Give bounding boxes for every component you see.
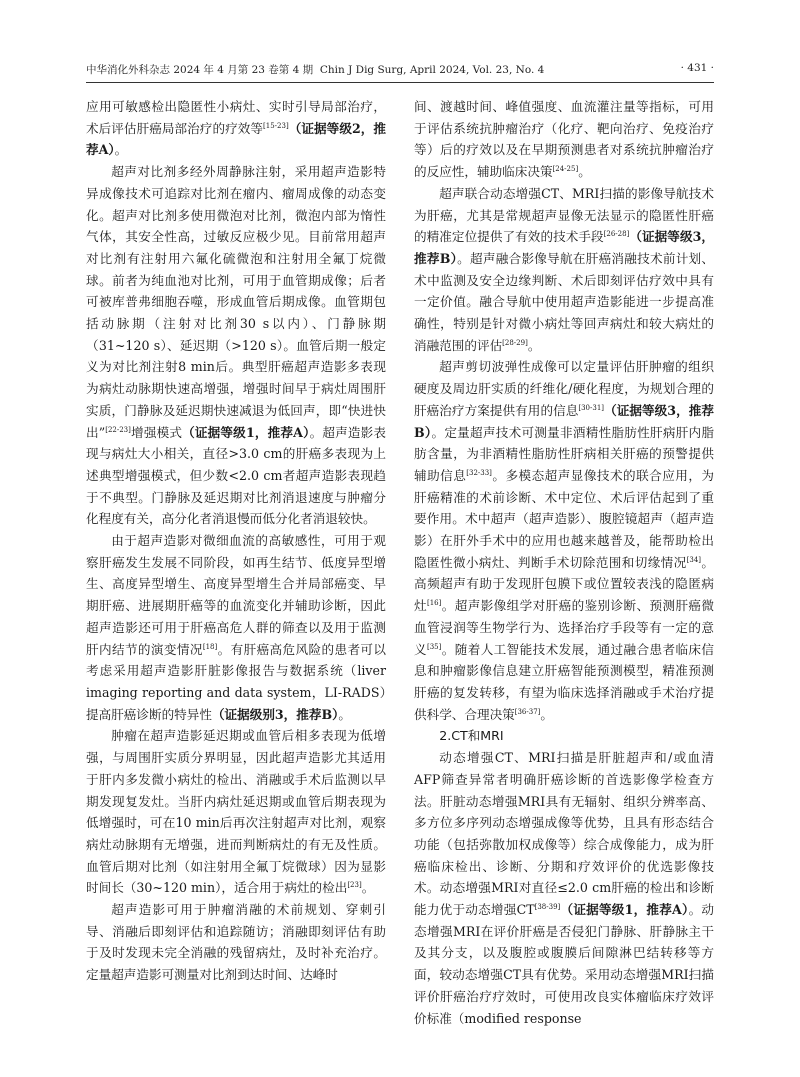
- text: 超声联合动态增强CT、MRI扫描的影像导航技术为肝癌，尤其是常规超声显像无法显示的隐匿性肝癌的精准定位提供了有效的技术手段: [414, 185, 714, 245]
- section-heading: 2.CT和MRI: [439, 728, 504, 744]
- paragraph: [86, 530, 386, 725]
- text: 。: [361, 880, 375, 896]
- citation: [18]: [202, 642, 218, 651]
- running-header: [86, 56, 714, 83]
- paragraph: [414, 747, 714, 1029]
- evidence-grade: （证据级别3，推荐B）: [211, 706, 339, 722]
- text: 超声对比剂多经外周静脉注射，采用超声造影特异成像技术可追踪对比剂在瘤内、瘤周成像的动态变化。超声对比剂多使用微泡对比剂，微泡内部为惰性气体，其安全性高，过敏反应极少见。目前常用超声对比剂有注射用六氟化硫微泡和注射用全氟丁烷微球。前者为纯血池对比剂，可用于血管期成像；后者可被库普弗细胞吞噬，形成血管后期成像。血管期包括动脉期（注射对比剂30 s以内）、门静脉期（31~120 s）、延迟期（>120 s）。血管后期一般定义为对比剂注射8 min后。典型肝癌超声造影多表现为病灶动脉期快速高增强，增强时间早于病灶周围肝实质，门静脉及延迟期快速减退为低回声，即“快进快出”: [86, 164, 386, 440]
- citation: [38-39]: [534, 903, 561, 912]
- text: 。有肝癌高危风险的患者可以考虑采用超声造影肝脏影像报告与数据系统（liver imaging reporting and data system，LI-RADS）提高肝癌诊断的特异性: [86, 641, 387, 722]
- paragraph: [414, 183, 714, 357]
- text: 肿瘤在超声造影延迟期或血管后相多表现为低增强，与周围肝实质分界明显，因此超声造影尤其适用于肝内多发微小病灶的检出、消融或手术后监测以早期发现复发灶。当肝内病灶延迟期或血管后期表现为低增强时，可在10 min后再次注射超声对比剂，观察病灶动脉期有无增强，进而判断病灶的有无及性质。血管后期对比剂（如注射用全氟丁烷微球）因为显影时间长（30~120 min），适合用于病灶的检出: [86, 728, 386, 896]
- citation: [16]: [426, 599, 442, 608]
- text: 。: [114, 142, 128, 158]
- paragraph: [86, 161, 386, 530]
- text: 动态增强CT、MRI扫描是肝脏超声和/或血清AFP筛查异常者明确肝癌诊断的首选影像学检查方法。肝脏动态增强MRI具有无辐射、组织分辨率高、多方位多序列动态增强成像等优势，且具有形态结合功能（包括弥散加权成像等）综合成像能力，成为肝癌临床检出、诊断、分期和疗效评价的优选影像技术。动态增强MRI对直径≤2.0 cm肝癌的检出和诊断能力优于动态增强CT: [414, 750, 714, 918]
- left-column: [86, 96, 386, 986]
- text: 。超声造影表现与病灶大小相关，直径>3.0 cm的肝癌多表现为上述典型增强模式，但少数<2.0 cm者超声造影表现趋于不典型。门静脉及延迟期对比剂消退速度与肿瘤分化程度有关，高分化者消退慢而低分化者消退较快。: [86, 424, 386, 527]
- citation: [15-23]: [263, 121, 289, 130]
- right-column: [414, 96, 714, 1029]
- citation: [23]: [347, 881, 362, 890]
- evidence-grade: （证据等级1，推荐A）: [560, 902, 689, 918]
- text: 。超声影像组学对肝癌的鉴别诊断、预测肝癌微血管浸润等生物学行为、选择治疗手段等有一定的意义: [414, 598, 715, 657]
- citation: [24-25]: [552, 165, 579, 174]
- journal-info: [86, 62, 544, 77]
- text: 。: [578, 164, 591, 180]
- text: 。超声融合影像导航在肝癌消融技术前计划、术中监测及安全边缘判断、术后即刻评估疗效中具有一定价值。融合导航中使用超声造影能进一步提高准确性，特别是针对微小病灶等回声病灶和较大病灶的消融范围的评估: [414, 250, 714, 353]
- text: 。: [338, 706, 351, 722]
- journal-title-cn: 中华消化外科杂志 2024 年 4 月第 23 卷第 4 期: [86, 64, 314, 76]
- text: 。动态增强MRI在评价肝癌是否侵犯门静脉、肝静脉主干及其分支，以及腹腔或腹膜后间隙淋巴结转移等方面，较动态增强CT具有优势。采用动态增强MRI扫描评价肝癌治疗疗效时，可使用改良实体瘤临床疗效评价标准（modified response: [414, 902, 714, 1026]
- page-number: · 431 ·: [680, 62, 714, 74]
- citation: [34]: [686, 555, 702, 564]
- evidence-grade: （证据等级1，推荐A）: [182, 424, 310, 440]
- text: 增强模式: [130, 424, 183, 440]
- text: 应用可敏感检出隐匿性小病灶、实时引导局部治疗，术后评估肝癌局部治疗的疗效等: [86, 99, 386, 136]
- evidence-grade: （证据等级3，推荐B）: [414, 229, 715, 266]
- text: 超声剪切波弹性成像可以定量评估肝肿瘤的组织硬度及周边肝实质的纤维化/硬化程度，为规划合理的肝癌治疗方案提供有用的信息: [414, 359, 714, 418]
- text: 由于超声造影对微细血流的高敏感性，可用于观察肝癌发生发展不同阶段，如再生结节、低度异型增生、高度异型增生、高度异型增生合并局部癌变、早期肝癌、进展期肝癌等的血流变化并辅助诊断，因此超声造影还可用于肝癌高危人群的筛查以及用于监测肝内结节的演变情况: [86, 533, 386, 657]
- citation: [22-23]: [105, 425, 131, 434]
- evidence-grade: （证据等级2，推荐A）: [86, 120, 387, 158]
- text: 。: [540, 706, 553, 722]
- evidence-grade: （证据等级3，推荐B）: [414, 402, 714, 440]
- text: 。: [527, 337, 541, 353]
- paragraph: [86, 725, 386, 899]
- text: 间、渡越时间、峰值强度、血流灌注量等指标，可用于评估系统抗肿瘤治疗（化疗、靶向治疗、免疫治疗等）后的疗效以及在早期预测患者对系统抗肿瘤治疗的反应性，辅助临床决策: [414, 99, 714, 180]
- text: 。高频超声有助于发现肝包膜下或位置较表浅的隐匿病灶: [414, 554, 715, 614]
- text: 。多模态超声显像技术的联合应用，为肝癌精准的术前诊断、术中定位、术后评估起到了重要作用。术中超声（超声造影）、腹腔镜超声（超声造影）在肝外手术中的应用也越来越普及，能帮助检出隐匿性微小病灶、判断手术切除范围和切缘情况: [414, 467, 715, 570]
- text: 。随着人工智能技术发展，通过融合患者临床信息和肿瘤影像信息建立肝癌智能预测模型，精准预测肝癌的复发转移，有望为临床选择消融或手术治疗提供科学、合理决策: [414, 641, 715, 722]
- paragraph: [86, 899, 386, 986]
- citation: [32-33]: [466, 468, 492, 477]
- citation: [26-28]: [603, 230, 630, 239]
- paragraph: [414, 96, 714, 183]
- paragraph: [414, 356, 714, 725]
- citation: [28-29]: [502, 338, 528, 347]
- paragraph: [86, 96, 386, 161]
- text: 超声造影可用于肿瘤消融的术前规划、穿刺引导、消融后即刻评估和追踪随访；消融即刻评估有助于及时发现未完全消融的残留病灶，及时补充治疗。定量超声造影可测量对比剂到达时间、达峰时: [86, 902, 386, 983]
- citation: [30-31]: [578, 403, 605, 412]
- citation: [36-37]: [514, 707, 541, 716]
- citation: [35]: [426, 642, 442, 651]
- journal-title-en: Chin J Dig Surg, April 2024, Vol. 23, No. 4: [319, 64, 545, 76]
- text: 。定量超声技术可测量非酒精性脂肪性肝病肝内脂肪含量，为非酒精性脂肪性肝病相关肝癌的预警提供辅助信息: [414, 424, 714, 483]
